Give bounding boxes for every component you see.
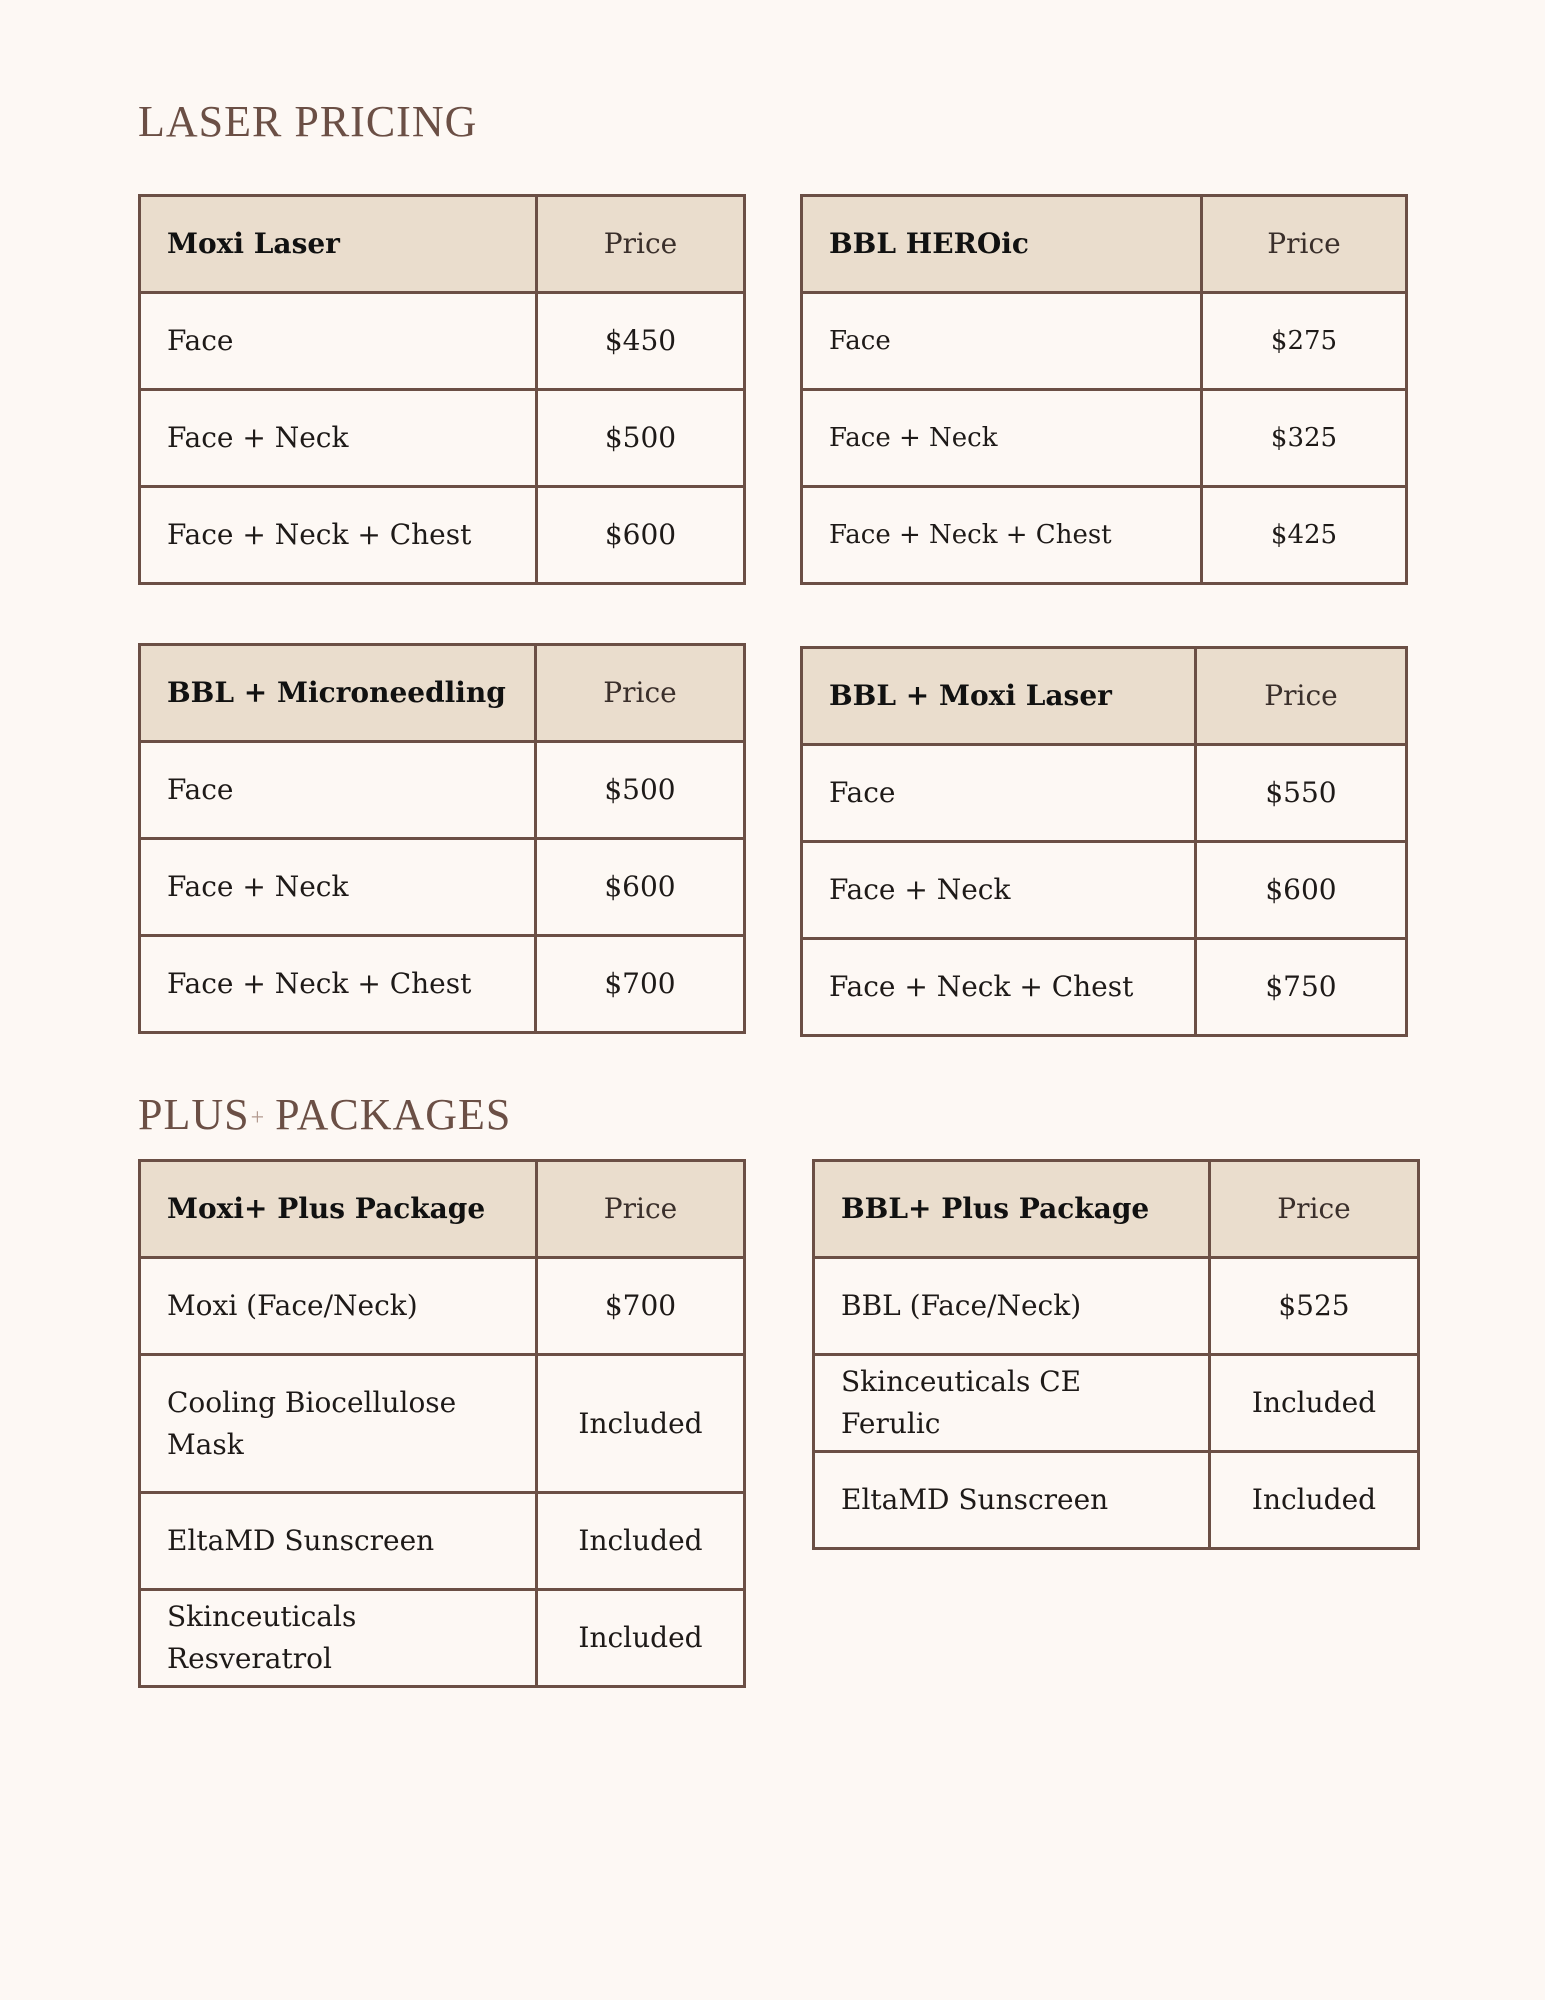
price-header: Price — [537, 1161, 745, 1258]
service-label: Face + Neck — [140, 390, 537, 487]
service-label: Face + Neck + Chest — [802, 487, 1202, 584]
table-row — [802, 939, 1407, 1036]
table-header-row — [140, 196, 745, 293]
service-price: $275 — [1202, 293, 1407, 390]
service-label: Cooling Biocellulose Mask — [140, 1355, 537, 1493]
plus-packages-title — [138, 1090, 512, 1139]
service-price: Included — [537, 1590, 745, 1687]
service-label: EltaMD Sunscreen — [140, 1493, 537, 1590]
service-label: Face + Neck — [140, 839, 536, 936]
service-price: $550 — [1196, 745, 1407, 842]
table-name: Moxi Laser — [140, 196, 537, 293]
service-price: Included — [1210, 1355, 1419, 1452]
table-header-row — [814, 1161, 1419, 1258]
service-price: $600 — [1196, 842, 1407, 939]
price-header: Price — [1196, 648, 1407, 745]
table-header-row — [802, 648, 1407, 745]
service-label: Face — [802, 745, 1196, 842]
service-price: $700 — [537, 1258, 745, 1355]
table-row — [802, 842, 1407, 939]
price-header: Price — [536, 645, 745, 742]
table-row — [140, 1590, 745, 1687]
table-name: BBL HEROic — [802, 196, 1202, 293]
table-name: BBL+ Plus Package — [814, 1161, 1210, 1258]
table-row — [140, 1493, 745, 1590]
service-label: Face + Neck + Chest — [802, 939, 1196, 1036]
service-label: Face — [140, 293, 537, 390]
service-label: Skinceuticals CE Ferulic — [814, 1355, 1210, 1452]
service-price: Included — [537, 1355, 745, 1493]
plus-mark: + — [250, 1105, 266, 1131]
service-price: Included — [1210, 1452, 1419, 1549]
laser-pricing-title: LASER PRICING — [138, 97, 478, 146]
table-row — [814, 1452, 1419, 1549]
service-price: $500 — [537, 390, 745, 487]
price-header: Price — [537, 196, 745, 293]
table-row — [140, 1355, 745, 1493]
service-price: $600 — [537, 487, 745, 584]
bbl-microneedling-table — [138, 643, 746, 1034]
table-row — [140, 1258, 745, 1355]
service-price: $500 — [536, 742, 745, 839]
service-label: Face — [802, 293, 1202, 390]
plus-title-word: PLUS — [138, 1090, 250, 1139]
service-label: BBL (Face/Neck) — [814, 1258, 1210, 1355]
table-row — [140, 742, 745, 839]
table-row — [140, 293, 745, 390]
table-header-row — [140, 1161, 745, 1258]
bbl-heroic-table — [800, 194, 1408, 585]
service-price: $600 — [536, 839, 745, 936]
table-row — [140, 936, 745, 1033]
service-price: $525 — [1210, 1258, 1419, 1355]
table-row — [814, 1355, 1419, 1452]
service-price: $425 — [1202, 487, 1407, 584]
table-header-row — [802, 196, 1407, 293]
table-row — [140, 839, 745, 936]
service-label: Moxi (Face/Neck) — [140, 1258, 537, 1355]
service-label: Face — [140, 742, 536, 839]
table-row — [140, 390, 745, 487]
service-price: $450 — [537, 293, 745, 390]
service-price: $750 — [1196, 939, 1407, 1036]
table-name: BBL + Moxi Laser — [802, 648, 1196, 745]
table-row — [802, 745, 1407, 842]
bbl-plus-package-table — [812, 1159, 1420, 1550]
moxi-laser-table — [138, 194, 746, 585]
bbl-moxi-laser-table — [800, 646, 1408, 1037]
moxi-plus-package-table — [138, 1159, 746, 1688]
service-label: Face + Neck + Chest — [140, 487, 537, 584]
table-header-row — [140, 645, 745, 742]
service-label: Face + Neck + Chest — [140, 936, 536, 1033]
service-price: $325 — [1202, 390, 1407, 487]
table-name: Moxi+ Plus Package — [140, 1161, 537, 1258]
table-row — [814, 1258, 1419, 1355]
service-label: Skinceuticals Resveratrol — [140, 1590, 537, 1687]
table-row — [802, 390, 1407, 487]
service-price: Included — [537, 1493, 745, 1590]
service-label: EltaMD Sunscreen — [814, 1452, 1210, 1549]
price-header: Price — [1210, 1161, 1419, 1258]
price-header: Price — [1202, 196, 1407, 293]
service-label: Face + Neck — [802, 390, 1202, 487]
table-row — [802, 293, 1407, 390]
table-name: BBL + Microneedling — [140, 645, 536, 742]
table-row — [802, 487, 1407, 584]
service-price: $700 — [536, 936, 745, 1033]
packages-title-word: PACKAGES — [275, 1090, 512, 1139]
table-row — [140, 487, 745, 584]
service-label: Face + Neck — [802, 842, 1196, 939]
